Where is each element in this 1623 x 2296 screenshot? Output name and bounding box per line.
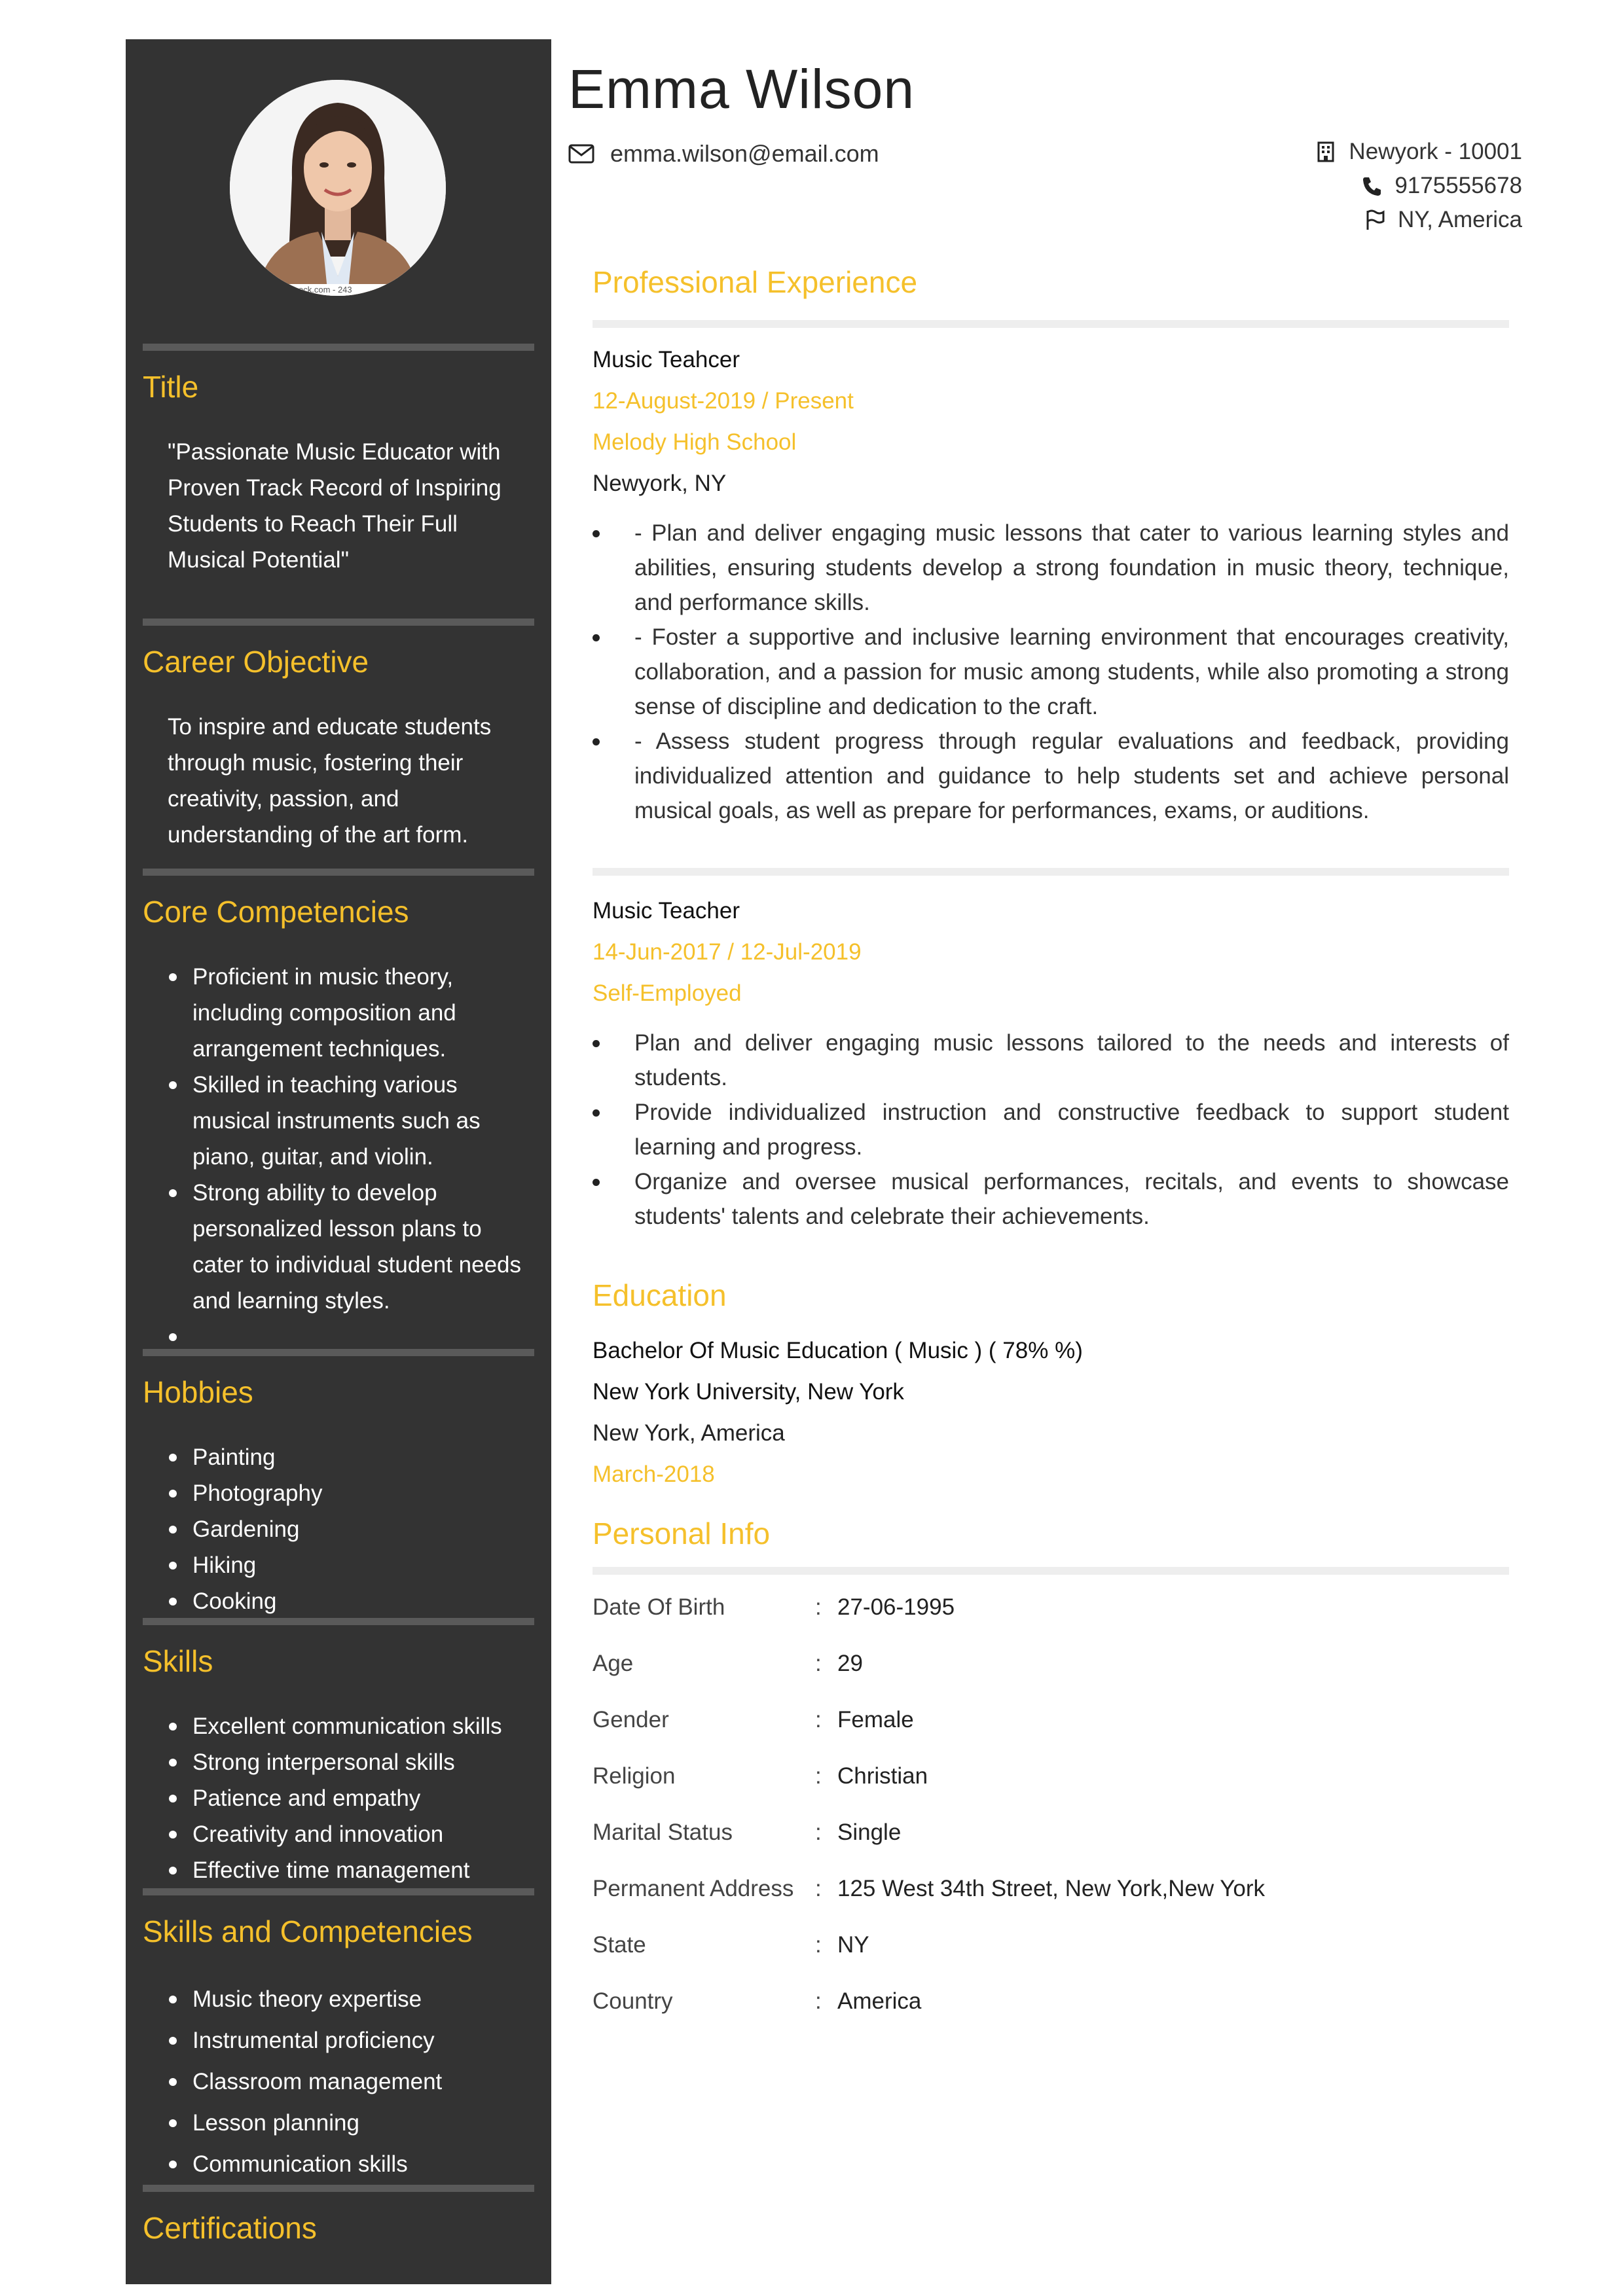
job-bullets [593, 1026, 1509, 1234]
info-value: Single [837, 1820, 902, 1845]
list-item: Effective time management [143, 1852, 534, 1888]
info-label: Marital Status [593, 1820, 733, 1845]
info-label: Religion [593, 1763, 676, 1789]
list-item: Excellent communication skills [143, 1708, 534, 1744]
career-objective-heading: Career Objective [143, 645, 369, 679]
list-item: Creativity and innovation [143, 1816, 534, 1852]
job-date: 14-Jun-2017 / 12-Jul-2019 [593, 939, 862, 965]
phone-line [1316, 169, 1522, 203]
info-label: State [593, 1932, 646, 1958]
list-item: Painting [143, 1439, 534, 1475]
info-value: America [837, 1988, 922, 2014]
info-row-state [593, 1922, 1509, 1978]
phone-text[interactable]: 9175555678 [1395, 173, 1522, 198]
info-colon: : [815, 1763, 822, 1789]
list-item: Communication skills [143, 2144, 534, 2185]
job-date: 12-August-2019 / Present [593, 388, 854, 414]
hobbies-heading: Hobbies [143, 1375, 253, 1409]
info-value: Female [837, 1707, 914, 1732]
phone-icon [1362, 175, 1381, 196]
info-row-marital-status [593, 1809, 1509, 1865]
info-colon: : [815, 1651, 822, 1676]
list-item: - Plan and deliver engaging music lessons that cater to various learning styles and abilities, ensuring students develop a strong foundation in music theory, technique, and performance skills. [593, 516, 1509, 620]
info-colon: : [815, 1988, 822, 2014]
candidate-name: Emma Wilson [568, 58, 915, 120]
education-entry [593, 1330, 1509, 1495]
list-item: - Assess student progress through regular evaluations and feedback, providing individualized attention and guidance to help students set and achieve personal musical goals, as well as prepare for performances, exams, or auditions. [593, 724, 1509, 828]
job-location: Newyork, NY [593, 471, 727, 496]
info-row-gender [593, 1696, 1509, 1753]
sidebar [126, 39, 551, 2284]
email-row [568, 140, 879, 168]
list-item: Classroom management [143, 2061, 534, 2102]
section-divider [143, 1349, 534, 1356]
education-institution: New York University, New York [593, 1379, 904, 1405]
contact-info [1316, 135, 1522, 237]
list-item: Music theory expertise [143, 1979, 534, 2020]
job-title: Music Teacher [593, 898, 740, 924]
info-colon: : [815, 1820, 822, 1845]
job-bullets [593, 516, 1509, 828]
info-label: Country [593, 1988, 673, 2014]
title-text: "Passionate Music Educator with Proven Track Record of Inspiring Students to Reach Their Full Musical Potential" [168, 439, 501, 573]
info-colon: : [815, 1876, 822, 1901]
info-colon: : [815, 1932, 822, 1958]
education-degree: Bachelor Of Music Education ( Music ) ( 78% %) [593, 1338, 1083, 1363]
section-divider [593, 320, 1509, 328]
section-divider [143, 2185, 534, 2192]
profile-photo [230, 80, 446, 296]
job-title: Music Teahcer [593, 347, 740, 372]
info-value: 27-06-1995 [837, 1594, 955, 1620]
info-row-dob [593, 1584, 1509, 1640]
core-competencies-heading: Core Competencies [143, 895, 409, 929]
section-divider [143, 1618, 534, 1625]
hobbies-section [143, 1349, 534, 1619]
section-divider [593, 868, 1509, 876]
education-heading: Education [593, 1278, 727, 1312]
list-item: Instrumental proficiency [143, 2020, 534, 2061]
list-item: Strong ability to develop personalized lesson plans to cater to individual student needs and learning styles. [143, 1175, 534, 1319]
certifications-section [143, 2185, 534, 2275]
skills-competencies-section [143, 1888, 534, 2185]
list-item: Patience and empathy [143, 1780, 534, 1816]
career-objective-section [143, 619, 534, 853]
list-item: Photography [143, 1475, 534, 1511]
building-icon [1316, 141, 1336, 162]
info-value: 125 West 34th Street, New York,New York [837, 1876, 1266, 1901]
job-company: Melody High School [593, 429, 797, 455]
job-entry [593, 890, 1509, 1234]
education-date: March-2018 [593, 1462, 715, 1487]
flag-icon [1365, 209, 1385, 230]
address-line [1316, 135, 1522, 169]
list-item: Organize and oversee musical performances, recitals, and events to showcase students' talents and celebrate their achievements. [593, 1164, 1509, 1234]
job-company: Self-Employed [593, 980, 742, 1006]
info-value: 29 [837, 1651, 863, 1676]
list-item: Strong interpersonal skills [143, 1744, 534, 1780]
info-label: Date Of Birth [593, 1594, 725, 1620]
title-section [143, 344, 534, 578]
skills-heading: Skills [143, 1644, 213, 1678]
list-item: Proficient in music theory, including composition and arrangement techniques. [143, 959, 534, 1067]
info-value: Christian [837, 1763, 928, 1789]
photo-caption: ock.com - 243 [299, 285, 352, 295]
skills-competencies-heading: Skills and Competencies [143, 1914, 473, 1948]
info-row-religion [593, 1753, 1509, 1809]
list-item: Lesson planning [143, 2102, 534, 2144]
info-label: Age [593, 1651, 634, 1676]
experience-heading: Professional Experience [593, 265, 918, 299]
info-row-age [593, 1640, 1509, 1696]
envelope-icon [568, 144, 594, 164]
education-location: New York, America [593, 1420, 785, 1446]
personal-info-heading: Personal Info [593, 1516, 771, 1551]
list-item: Skilled in teaching various musical instruments such as piano, guitar, and violin. [143, 1067, 534, 1175]
location-text: NY, America [1398, 207, 1522, 232]
info-row-country [593, 1978, 1509, 2034]
certifications-heading: Certifications [143, 2211, 317, 2245]
list-item: Hiking [143, 1547, 534, 1583]
section-divider [143, 619, 534, 626]
list-item: Provide individualized instruction and constructive feedback to support student learning and progress. [593, 1095, 1509, 1164]
list-item: - Foster a supportive and inclusive learning environment that encourages creativity, collaboration, and a passion for music among students, while also promoting a strong sense of discipline and dedication to the craft. [593, 620, 1509, 724]
info-label: Permanent Address [593, 1876, 794, 1901]
list-item: Gardening [143, 1511, 534, 1547]
personal-info-table [593, 1584, 1509, 2034]
skills-competencies-list [143, 1979, 534, 2185]
email-text[interactable]: emma.wilson@email.com [610, 140, 879, 167]
section-divider [143, 1888, 534, 1895]
core-competencies-section [143, 869, 534, 1355]
list-item: Plan and deliver engaging music lessons tailored to the needs and interests of students. [593, 1026, 1509, 1095]
section-divider [593, 1567, 1509, 1575]
info-value: NY [837, 1932, 869, 1958]
section-divider [143, 869, 534, 876]
title-heading: Title [143, 370, 199, 404]
hobbies-list [143, 1439, 534, 1619]
core-competencies-list [143, 959, 534, 1355]
section-divider [143, 344, 534, 351]
location-line [1316, 203, 1522, 237]
info-label: Gender [593, 1707, 669, 1732]
address-text: Newyork - 10001 [1349, 139, 1522, 164]
skills-list [143, 1708, 534, 1888]
info-colon: : [815, 1594, 822, 1620]
info-colon: : [815, 1707, 822, 1732]
job-entry [593, 339, 1509, 828]
info-row-address [593, 1865, 1509, 1922]
career-objective-text: To inspire and educate students through music, fostering their creativity, passion, and understanding of the art form. [168, 713, 492, 848]
list-item: Cooking [143, 1583, 534, 1619]
skills-section [143, 1618, 534, 1888]
profile-photo-image [230, 80, 446, 296]
